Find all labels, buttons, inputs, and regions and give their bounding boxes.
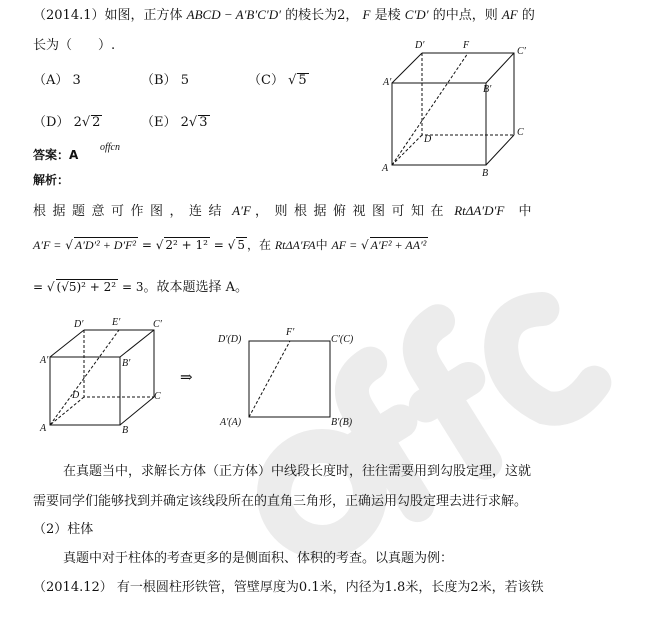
option-e[interactable]: （E） 2√ 3 bbox=[141, 115, 208, 130]
question-source: （2014.1） bbox=[33, 8, 105, 23]
watermark-label: offcn bbox=[100, 142, 120, 153]
point-name: F bbox=[362, 7, 371, 22]
fig1-label-B: B bbox=[482, 168, 489, 179]
segment-name: AF bbox=[501, 7, 518, 22]
stem-text: 如图，正方体 bbox=[104, 8, 183, 23]
stem-text: 的棱长为 bbox=[285, 8, 338, 23]
option-label: （D） bbox=[33, 115, 70, 130]
analysis-text: 根据题意可作图，连结 bbox=[33, 204, 229, 219]
analysis-title: 解析： bbox=[33, 173, 70, 187]
equation-lhs: A′F = bbox=[33, 238, 62, 252]
stem-text: 是棱 bbox=[374, 8, 401, 23]
question-text: 米，长度为 bbox=[405, 580, 471, 595]
question-number: 1.8 bbox=[384, 580, 406, 595]
question-number: 0.1 bbox=[298, 580, 320, 595]
equation-radicand: A′F² + AA′² bbox=[370, 238, 427, 252]
equation-radicand: A′D′² + D′F² bbox=[74, 238, 137, 252]
fig1-label-A1: A′ bbox=[383, 77, 392, 88]
equation-result: 5 bbox=[237, 238, 245, 252]
stem-text: 的中点，则 bbox=[432, 8, 498, 23]
option-c[interactable]: （C） √ 5 bbox=[248, 73, 307, 88]
fig3-label-BL: A′(A) bbox=[220, 417, 242, 428]
question2-line bbox=[33, 576, 544, 595]
equation-symbol: = bbox=[141, 238, 152, 252]
option-label: （C） bbox=[248, 73, 284, 88]
paragraph-line3: 真题中对于柱体的考查更多的是侧面积、体积的考查。以真题为例： bbox=[63, 551, 454, 566]
stem-text: 的 bbox=[521, 8, 535, 23]
fig2-label-C: C bbox=[154, 391, 161, 402]
fig3-label-TL: D′(D) bbox=[218, 334, 242, 345]
fig2-label-B1: B′ bbox=[122, 358, 131, 369]
analysis-text: ，在 bbox=[246, 238, 271, 252]
option-label: （B） bbox=[141, 73, 177, 88]
option-d[interactable]: （D） 2√ 2 bbox=[33, 115, 101, 130]
fig3-label-F: F′ bbox=[286, 327, 295, 338]
paragraph-line2: 需要同学们能够找到并确定该线段所在的直角三角形，正确运用勾股定理去进行求解。 bbox=[33, 494, 528, 509]
option-value: 5 bbox=[298, 73, 307, 88]
option-label: （A） bbox=[33, 73, 69, 88]
fig2-label-D1: D′ bbox=[74, 319, 84, 330]
stem-text: 长为（ ）. bbox=[33, 38, 116, 53]
question-number: 2 bbox=[470, 580, 479, 595]
segment-name: A′F bbox=[232, 203, 251, 218]
question-text: 米，若该铁 bbox=[478, 580, 544, 595]
section-heading: （2）柱体 bbox=[33, 522, 94, 537]
triangle-name: RtΔA′FA bbox=[274, 238, 316, 252]
equation-1: A′F = √ A′D′² + D′F² = √ 2² + 1² = √ 5 ，在 RtΔA′FA中 AF = √ A′F² + AA′² bbox=[33, 238, 427, 252]
equation-symbol: = bbox=[33, 280, 44, 294]
fig1-label-B1: B′ bbox=[483, 84, 492, 95]
question-text: 米，内径为 bbox=[319, 580, 385, 595]
fig1-label-F: F bbox=[463, 40, 470, 51]
answer-line: 答案：A bbox=[33, 148, 79, 162]
option-coef: 2 bbox=[73, 115, 82, 130]
fig1-label-A: A bbox=[382, 163, 389, 174]
option-value: 5 bbox=[180, 73, 189, 88]
equation-radicand: 2² + 1² bbox=[165, 238, 208, 252]
equation-result: = 3 bbox=[121, 280, 144, 294]
fig2-label-D: D bbox=[72, 390, 80, 401]
fig2-label-A1: A′ bbox=[40, 355, 49, 366]
equation-2: = √ (√5)² + 2² = 3。故本题选择 A。 bbox=[33, 280, 248, 295]
option-coef: 2 bbox=[180, 115, 189, 130]
analysis-text: 中 bbox=[518, 204, 532, 219]
arrow-symbol: ⇒ bbox=[180, 370, 193, 386]
fig2-label-A: A bbox=[40, 423, 47, 434]
cube-name: ABCD − A′B′C′D′ bbox=[186, 7, 281, 22]
fig3-label-BR: B′(B) bbox=[331, 417, 353, 428]
question-source: （2014.12） bbox=[33, 580, 113, 595]
fig1-label-D: D bbox=[424, 134, 432, 145]
option-label: （E） bbox=[141, 115, 177, 130]
question-text: 有一根圆柱形铁管，管壁厚度为 bbox=[116, 580, 299, 595]
stem-text: ， bbox=[345, 8, 359, 23]
fig2-label-C1: C′ bbox=[153, 319, 162, 330]
equation-symbol: = bbox=[213, 238, 224, 252]
fig1-label-C1: C′ bbox=[517, 46, 526, 57]
edge-length: 2 bbox=[337, 8, 346, 23]
equation-radicand: (√5)² + 2² bbox=[56, 280, 117, 294]
paragraph-line1: 在真题当中，求解长方体（正方体）中线段长度时，往往需要用到勾股定理，这就 bbox=[63, 464, 532, 479]
equation-lhs: AF = bbox=[331, 238, 358, 252]
option-radicand: 2 bbox=[92, 115, 101, 130]
analysis-text: 中 bbox=[315, 238, 328, 252]
fig1-label-C: C bbox=[517, 127, 524, 138]
triangle-name: RtΔA′D′F bbox=[454, 203, 505, 218]
fig2-label-B: B bbox=[122, 425, 129, 436]
fig1-label-D1: D′ bbox=[415, 40, 425, 51]
option-value: 3 bbox=[72, 73, 81, 88]
edge-name: C′D′ bbox=[404, 7, 429, 22]
fig3-label-TR: C′(C) bbox=[331, 334, 354, 345]
analysis-text: ，则根据俯视图可知在 bbox=[255, 204, 451, 219]
option-radicand: 3 bbox=[199, 115, 208, 130]
analysis-text: 。故本题选择 A。 bbox=[143, 280, 248, 295]
fig2-label-E: E′ bbox=[112, 317, 121, 328]
